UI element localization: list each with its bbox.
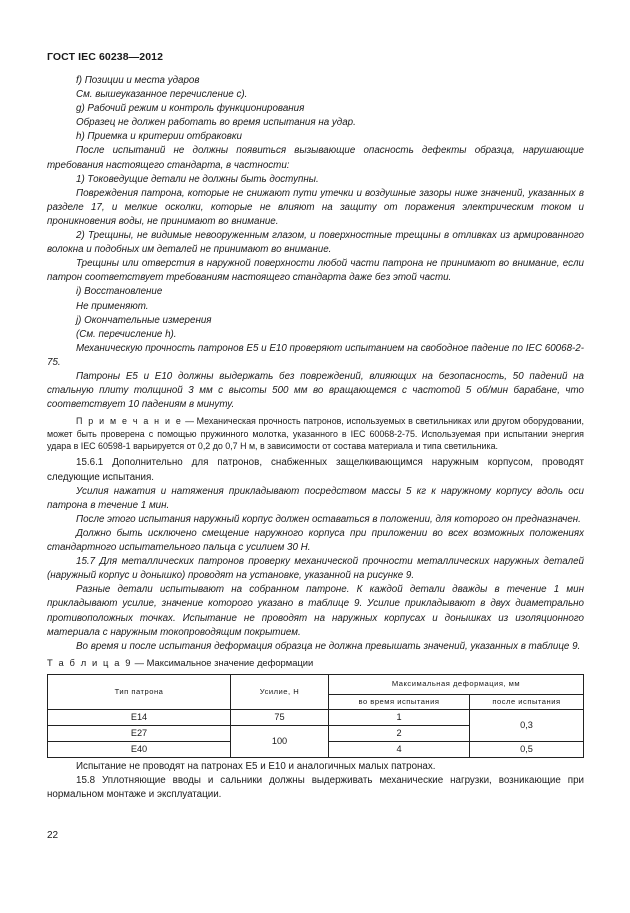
header-deformation: Максимальная деформация, мм [329, 674, 584, 694]
paragraph: Должно быть исключено смещение наружного корпуса при приложении во всех возможных положениях стандартного испытательного пальца с усилием 30 Н. [47, 527, 584, 554]
cell-type: Е27 [48, 725, 231, 741]
paragraph: Патроны Е5 и Е10 должны выдержать без повреждений, влияющих на безопасность, 50 падений на стальную плиту толщиной 3 мм с высоты 500 мм во вращающемся с частотой 5 об/мин барабане, что соответствует 10 падениям в минуту. [47, 370, 584, 411]
paragraph-15-6-1: 15.6.1 Дополнительно для патронов, снабженных защелкивающимся наружным корпусом, проводят следующие испытания. [47, 457, 584, 483]
header-after: после испытания [470, 694, 584, 709]
paragraph-15-7: 15.7 Для металлических патронов проверку механической прочности металлических наружных деталей (наружный корпус и донышко) проводят на установке, указанной на рисунке 9. [47, 556, 584, 582]
document-body [47, 74, 584, 802]
paragraph-f: f) Позиции и места ударов [76, 75, 200, 86]
note [47, 415, 584, 452]
cell-type: Е40 [48, 741, 231, 757]
header-force: Усилие, Н [231, 674, 329, 709]
paragraph: Испытание не проводят на патронах Е5 и Е10 и аналогичных малых патронах. [76, 760, 436, 772]
paragraph: После этого испытания наружный корпус должен оставаться в положении, для которого он предназначен. [76, 513, 581, 525]
table-caption-text: — Максимальное значение деформации [132, 656, 314, 668]
cell-force: 100 [231, 725, 329, 757]
paragraph: Во время и после испытания деформация образца не должна превышать значений, указанных в таблице 9. [76, 640, 581, 652]
paragraph: См. вышеуказанное перечисление с). [76, 89, 248, 101]
cell-type: Е14 [48, 709, 231, 725]
paragraph-g: g) Рабочий режим и контроль функционирования [76, 103, 305, 115]
note-label: П р и м е ч а н и е [76, 416, 183, 427]
table-row [48, 709, 584, 725]
paragraph: 2) Трещины, не видимые невооруженным глазом, и поверхностные трещины в отливках из армированного волокна и подобных им деталей не принимают во внимание. [47, 230, 584, 256]
paragraph: (См. перечисление h). [76, 328, 177, 340]
paragraph-15-8: 15.8 Уплотняющие вводы и сальники должны выдерживать механические нагрузки, возникающие при нормальном монтаже и эксплуатации. [47, 775, 584, 801]
paragraph: Не применяют. [76, 300, 149, 312]
paragraph: 1) Токоведущие детали не должны быть доступны. [76, 173, 319, 185]
cell-force: 75 [231, 709, 329, 725]
table-caption [47, 656, 584, 670]
cell-during: 2 [329, 725, 470, 741]
paragraph: Механическую прочность патронов Е5 и Е10 проверяют испытанием на свободное падение по IEC 60068-2-75. [47, 342, 584, 368]
standard-header: ГОСТ IEC 60238—2012 [47, 51, 164, 63]
paragraph: Трещины или отверстия в наружной поверхности любой части патрона не принимают во внимание, если патрон соответствует требованиям настоящего стандарта даже без этой части. [47, 258, 584, 284]
paragraph-i: i) Восстановление [76, 286, 163, 298]
paragraph-h: h) Приемка и критерии отбраковки [76, 131, 242, 143]
paragraph: Образец не должен работать во время испытания на удар. [76, 117, 356, 129]
cell-after: 0,5 [470, 741, 584, 757]
note-text: — Механическая прочность патронов, используемых в светильниках или другом оборудовании, может быть проверена с помощью пружинного молотка, указанного в IEC 60068-2-75. Используемая при испытании энергия удара в IEC 60598-1 варьируется от 0,2 до 0,7 Н м, в зависимости от состава материала и типа светильника. [47, 416, 584, 452]
paragraph: Разные детали испытывают на собранном патроне. К каждой детали дважды в течение 1 мин прикладывают усилие, значение которого указано в таблице 9. Усилие прикладывают в двух диаметрально противоположных точках. Испытание не проводят на наружных корпусах и донышках из изоляционного материала с наружным токопроводящим покрытием. [47, 584, 584, 638]
paragraph: После испытаний не должны появиться вызывающие опасность дефекты образца, нарушающие требования настоящего стандарта, в частности: [47, 145, 584, 171]
table-9 [47, 674, 584, 758]
header-type: Тип патрона [48, 674, 231, 709]
cell-after: 0,3 [470, 709, 584, 741]
paragraph: Повреждения патрона, которые не снижают пути утечки и воздушные зазоры ниже значений, указанных в разделе 17, и мелкие осколки, которые не влияют на защиту от поражения электрическим током и проникновения воды, не принимают во внимание. [47, 187, 584, 227]
table-caption-label: Т а б л и ц а 9 [47, 656, 133, 668]
header-during: во время испытания [329, 694, 470, 709]
paragraph: Усилия нажатия и натяжения прикладывают посредством массы 5 кг к наружному корпусу вдоль оси патрона в течение 1 мин. [47, 485, 584, 511]
page-number: 22 [47, 830, 59, 841]
cell-during: 1 [329, 709, 470, 725]
paragraph-j: j) Окончательные измерения [76, 314, 212, 326]
cell-during: 4 [329, 741, 470, 757]
